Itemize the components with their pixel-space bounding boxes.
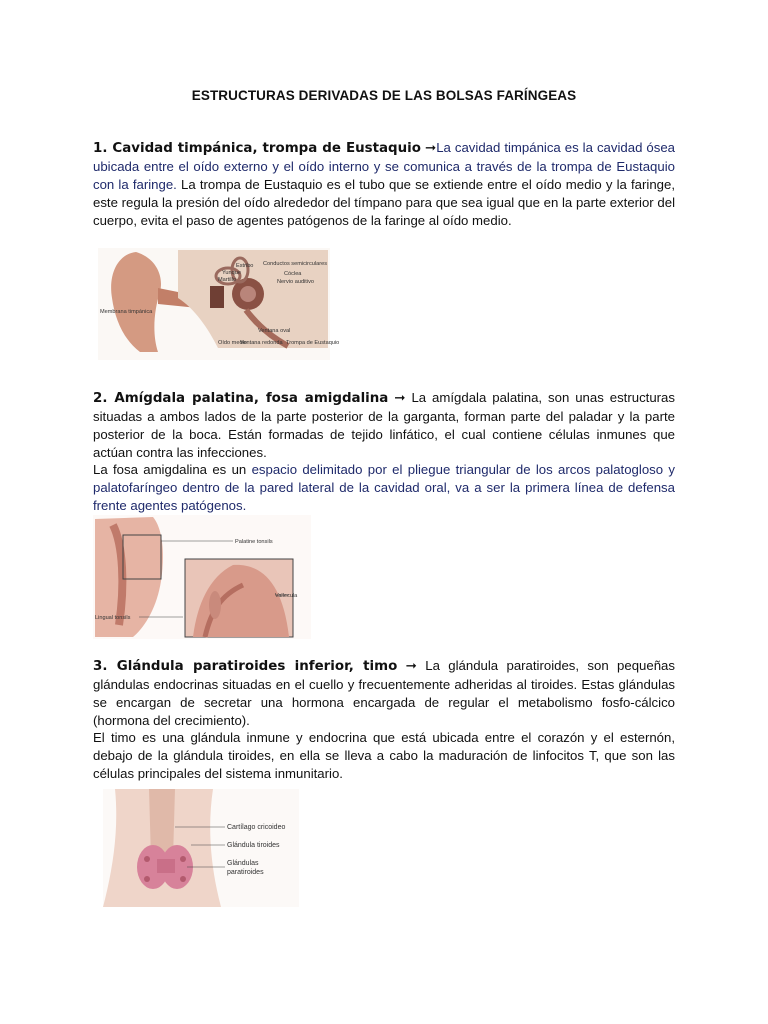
section-3-body: La glándula paratiroides, son pequeñas glándulas endocrinas situadas en el cuello y frecuentemente adheridas al tiroides. Estas glándulas se encargan de secretar una hormona encargada de regular el metabolismo fosfo-cálcico (hormona del crecimiento). — [93, 658, 675, 728]
arrow-icon: ➞ — [405, 659, 417, 674]
label-cartilago: Cartílago cricoideo — [227, 824, 286, 831]
label-trompa: Trompa de Eustaquio — [286, 340, 340, 346]
section-2-heading: 2. Amígdala palatina, fosa amigdalina — [93, 391, 389, 406]
label-estribo: Estribo — [236, 263, 254, 269]
arrow-icon: ➞ — [424, 141, 437, 156]
section-1-heading: 1. Cavidad timpánica, trompa de Eustaquio — [93, 141, 421, 156]
label-glandulas: Glándulas — [227, 860, 259, 867]
arrow-icon: ➞ — [394, 391, 406, 406]
ear-anatomy-image — [98, 248, 340, 360]
label-oido-medio: Oído medio — [218, 340, 247, 346]
thyroid-anatomy-image — [103, 789, 299, 907]
label-paratiroides: paratiroides — [227, 869, 264, 876]
label-yunque: Yunque — [222, 270, 241, 276]
section-3-text — [93, 657, 675, 730]
tonsils-anatomy-image — [93, 515, 311, 639]
label-palatine-tonsils: Palatine tonsils — [235, 539, 273, 545]
section-1-body: La trompa de Eustaquio es el tubo que se extiende entre el oído medio y la faringe, este regula la presión del oído alrededor del tímpano para que sea igual que en la parte exterior del cuerpo, evita el paso de agentes patógenos de la faringe al oído medio. — [93, 177, 675, 228]
document-title: ESTRUCTURAS DERIVADAS DE LAS BOLSAS FARÍNGEAS — [191, 88, 577, 103]
label-ventana-redonda: Ventana redonda — [240, 340, 283, 346]
label-coclea: Cóclea — [284, 271, 302, 277]
label-ventana-oval: Ventana oval — [258, 328, 291, 334]
section-3-text-2 — [93, 729, 675, 783]
label-conductos: Conductos semicirculares — [263, 261, 328, 267]
section-2-text-2 — [93, 461, 675, 515]
label-nervio: Nervio auditivo — [277, 279, 314, 285]
label-glandula-tiroides: Glándula tiroides — [227, 842, 280, 849]
section-2-highlight: espacio delimitado por el pliegue triangular de los arcos palatogloso y palatofaríngeo dentro de la pared lateral de la cavidad oral, va a ser la primera línea de defensa frente agentes patógenos. — [93, 462, 675, 513]
label-vallecula: Vallecula — [275, 593, 298, 599]
section-2-body: La amígdala palatina, son unas estructuras situadas a ambos lados de la parte posterior de la garganta, forman parte del paladar y la parte posterior de la boca. Están formadas de tejido linfático, el cual contiene células inmunes que actúan contra las infecciones. — [93, 390, 675, 460]
section-3-body-2: El timo es una glándula inmune y endocrina que está ubicada entre el corazón y el esternón, debajo de la glándula tiroides, en ella se lleva a cabo la maduración de linfocitos T, que son las células principales del sistema inmunitario. — [93, 730, 675, 781]
section-1-text — [93, 139, 675, 230]
label-martillo: Martillo — [218, 277, 237, 283]
section-3-heading: 3. Glándula paratiroides inferior, timo — [93, 659, 398, 674]
section-2-text — [93, 389, 675, 462]
section-1-highlight: La cavidad timpánica es la cavidad ósea ubicada entre el oído externo y el oído interno y se comunica a través de la trompa de Eustaquio con la faringe. — [93, 140, 675, 192]
label-membrana: Membrana timpánica — [100, 309, 153, 315]
section-2-body-2-prefix: La fosa amigdalina es un — [93, 462, 252, 477]
label-lingual-tonsils: Lingual tonsils — [95, 615, 131, 621]
